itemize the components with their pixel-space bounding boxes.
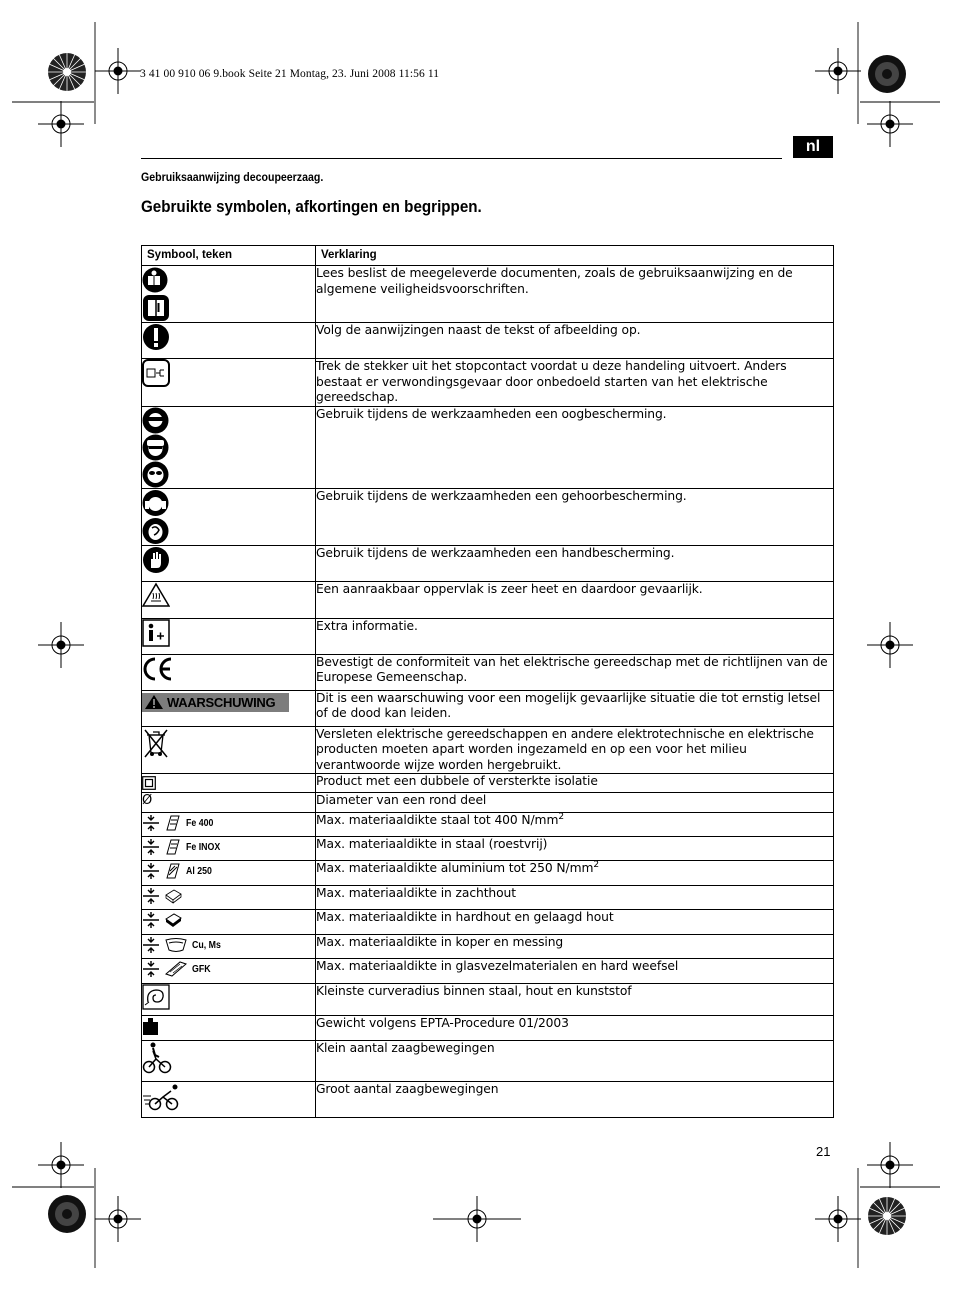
table-row: [142, 266, 834, 323]
registration-target-icon: [867, 622, 913, 668]
page-title: Gebruikte symbolen, afkortingen en begrippen.: [141, 198, 482, 216]
document-subtitle: Gebruiksaanwijzing decoupeerzaag.: [141, 172, 324, 184]
explanation-cell: Versleten elektrische gereedschappen en andere elektrotechnische en elektrische producten moeten apart worden ingezameld en op een voor het milieu verantwoorde wijze worden hergebruikt.: [316, 726, 834, 774]
symbol-cell: [142, 837, 316, 861]
steel-icon: [164, 814, 182, 832]
material-thickness-icon: [142, 960, 160, 978]
symbol-cell: [142, 359, 316, 407]
explanation-cell: Dit is een waarschuwing voor een mogelijk gevaarlijke situatie die tot ernstig letsel of de dood kan leiden.: [316, 690, 834, 726]
table-row: [142, 793, 834, 813]
explanation-cell: Max. materiaaldikte in glasvezelmaterialen en hard weefsel: [316, 959, 834, 984]
crossed-bin-icon: [142, 727, 170, 761]
language-tab: nl: [793, 136, 833, 158]
symbol-cell: [142, 618, 316, 654]
explanation-cell: Max. materiaaldikte in hardhout en gelaagd hout: [316, 910, 834, 935]
explanation-cell: Klein aantal zaagbewegingen: [316, 1041, 834, 1082]
material-label: GFK: [192, 963, 211, 975]
explanation-cell: Gebruik tijdens de werkzaamheden een oogbescherming.: [316, 406, 834, 488]
symbol-cell: [142, 886, 316, 910]
material-thickness-icon: [142, 936, 160, 954]
table-row: [142, 1016, 834, 1041]
warning-label-text: WAARSCHUWING: [167, 694, 276, 710]
material-label: Al 250: [186, 865, 212, 877]
material-thickness-icon: [142, 862, 160, 880]
symbol-cell: [142, 323, 316, 359]
fast-cyclist-icon: [142, 1082, 182, 1114]
explanation-cell: Gebruik tijdens de werkzaamheden een handbescherming.: [316, 545, 834, 581]
registration-target-icon: [95, 1196, 141, 1242]
copper-brass-icon: [164, 936, 188, 954]
table-row: [142, 959, 834, 984]
explanation-cell: Max. materiaaldikte in zachthout: [316, 886, 834, 910]
manual-book-icon: [142, 294, 170, 322]
explanation-cell: Bevestigt de conformiteit van het elektrische gereedschap met de richtlijnen van de Europese Gemeenschap.: [316, 654, 834, 690]
curve-radius-icon: [142, 984, 170, 1010]
table-row: [142, 1082, 834, 1118]
symbol-cell: [142, 581, 316, 618]
symbol-cell: [142, 726, 316, 774]
symbol-cell: [142, 1041, 316, 1082]
symbol-cell: [142, 266, 316, 323]
aluminium-icon: [164, 862, 182, 880]
table-row: [142, 1041, 834, 1082]
column-header-explanation: Verklaring: [316, 246, 834, 266]
table-row: [142, 618, 834, 654]
hot-surface-icon: [142, 582, 170, 608]
registration-target-icon: [867, 1142, 913, 1188]
explanation-cell: Groot aantal zaagbewegingen: [316, 1082, 834, 1118]
table-row: [142, 654, 834, 690]
material-thickness-icon: [142, 814, 160, 832]
warning-triangle-icon: [145, 694, 165, 710]
ear-protection-icon: [142, 517, 169, 545]
symbol-cell: [142, 1016, 316, 1041]
hardwood-icon: [164, 911, 182, 929]
symbol-cell: Ø: [142, 793, 316, 813]
exclamation-icon: [142, 323, 170, 351]
explanation-cell: Gebruik tijdens de werkzaamheden een gehoorbescherming.: [316, 488, 834, 545]
color-wheel-icon: [47, 52, 87, 92]
superscript: 2: [593, 859, 599, 870]
table-row: [142, 861, 834, 886]
symbol-cell: [142, 1082, 316, 1118]
table-row: [142, 359, 834, 407]
symbol-cell: [142, 406, 316, 488]
color-wheel-icon: [867, 54, 907, 94]
fiberglass-icon: [164, 960, 188, 978]
face-shield-icon: [142, 407, 169, 434]
info-icon: [142, 619, 170, 647]
table-row: [142, 545, 834, 581]
explanation-cell: Kleinste curveradius binnen staal, hout en kunststof: [316, 984, 834, 1016]
table-row: [142, 910, 834, 935]
color-wheel-icon: [47, 1194, 87, 1234]
registration-target-icon: [815, 48, 861, 94]
symbols-table: [141, 245, 834, 1118]
registration-target-icon: [38, 622, 84, 668]
symbol-cell: [142, 959, 316, 984]
symbol-cell: [142, 654, 316, 690]
print-header: 3 41 00 910 06 9.book Seite 21 Montag, 23. Juni 2008 11:56 11: [140, 68, 440, 80]
material-label: Fe INOX: [186, 841, 221, 853]
explanation-cell: Max. materiaaldikte in koper en messing: [316, 935, 834, 959]
symbol-cell: [142, 861, 316, 886]
ce-mark-icon: [142, 655, 174, 683]
symbol-cell: [142, 774, 316, 793]
explanation-cell: Extra informatie.: [316, 618, 834, 654]
table-row: [142, 581, 834, 618]
explanation-cell: Trek de stekker uit het stopcontact voordat u deze handeling uitvoert. Anders bestaat er verwondingsgevaar door onbedoeld starten van het elektrische gereedschap.: [316, 359, 834, 407]
explanation-text: Max. materiaaldikte staal tot 400 N/mm: [316, 813, 559, 827]
material-thickness-icon: [142, 911, 160, 929]
double-insulation-icon: [142, 776, 156, 790]
material-thickness-icon: [142, 838, 160, 856]
registration-target-icon: [38, 1142, 84, 1188]
warning-label: [142, 693, 289, 712]
material-label: Fe 400: [186, 817, 214, 829]
symbol-cell: [142, 545, 316, 581]
material-label: Cu, Ms: [192, 939, 221, 951]
explanation-cell: Een aanraakbaar oppervlak is zeer heet en daardoor gevaarlijk.: [316, 581, 834, 618]
slow-cyclist-icon: [142, 1041, 172, 1075]
explanation-cell: Product met een dubbele of versterkte isolatie: [316, 774, 834, 793]
table-header-row: [142, 246, 834, 266]
table-row: [142, 726, 834, 774]
table-row: [142, 935, 834, 959]
explanation-cell: Volg de aanwijzingen naast de tekst of afbeelding op.: [316, 323, 834, 359]
symbol-cell: [142, 690, 316, 726]
safety-glasses-icon: [142, 461, 169, 488]
page-number: 21: [816, 1144, 831, 1159]
table-row: [142, 837, 834, 861]
registration-target-icon: [38, 101, 84, 147]
symbol-cell: [142, 910, 316, 935]
weight-icon: [142, 1016, 160, 1036]
ear-muff-icon: [142, 489, 169, 517]
symbol-cell: [142, 935, 316, 959]
unplug-icon: [142, 359, 170, 387]
explanation-cell: [316, 813, 834, 837]
registration-target-icon: [815, 1196, 861, 1242]
table-row: [142, 774, 834, 793]
explanation-cell: Max. materiaaldikte in staal (roestvrij): [316, 837, 834, 861]
registration-target-icon: [433, 1196, 521, 1242]
column-header-symbol: Symbool, teken: [142, 246, 316, 266]
explanation-text: Max. materiaaldikte aluminium tot 250 N/mm: [316, 861, 594, 875]
table-row: [142, 690, 834, 726]
superscript: 2: [558, 811, 564, 822]
explanation-cell: Diameter van een rond deel: [316, 793, 834, 813]
symbol-cell: [142, 984, 316, 1016]
table-row: [142, 323, 834, 359]
stainless-steel-icon: [164, 838, 182, 856]
symbol-cell: [142, 813, 316, 837]
read-manual-icon: [142, 266, 168, 294]
table-row: [142, 886, 834, 910]
table-row: [142, 813, 834, 837]
table-row: [142, 406, 834, 488]
softwood-icon: [164, 887, 182, 905]
explanation-cell: Gewicht volgens EPTA-Procedure 01/2003: [316, 1016, 834, 1041]
color-wheel-icon: [867, 1196, 907, 1236]
header-rule: [141, 158, 782, 159]
registration-target-icon: [95, 48, 141, 94]
goggles-icon: [142, 434, 169, 461]
registration-target-icon: [867, 101, 913, 147]
table-row: [142, 984, 834, 1016]
table-row: [142, 488, 834, 545]
material-thickness-icon: [142, 887, 160, 905]
explanation-cell: [316, 861, 834, 886]
glove-icon: [142, 546, 170, 574]
symbol-cell: [142, 488, 316, 545]
explanation-cell: Lees beslist de meegeleverde documenten, zoals de gebruiksaanwijzing en de algemene veiligheidsvoorschriften.: [316, 266, 834, 323]
